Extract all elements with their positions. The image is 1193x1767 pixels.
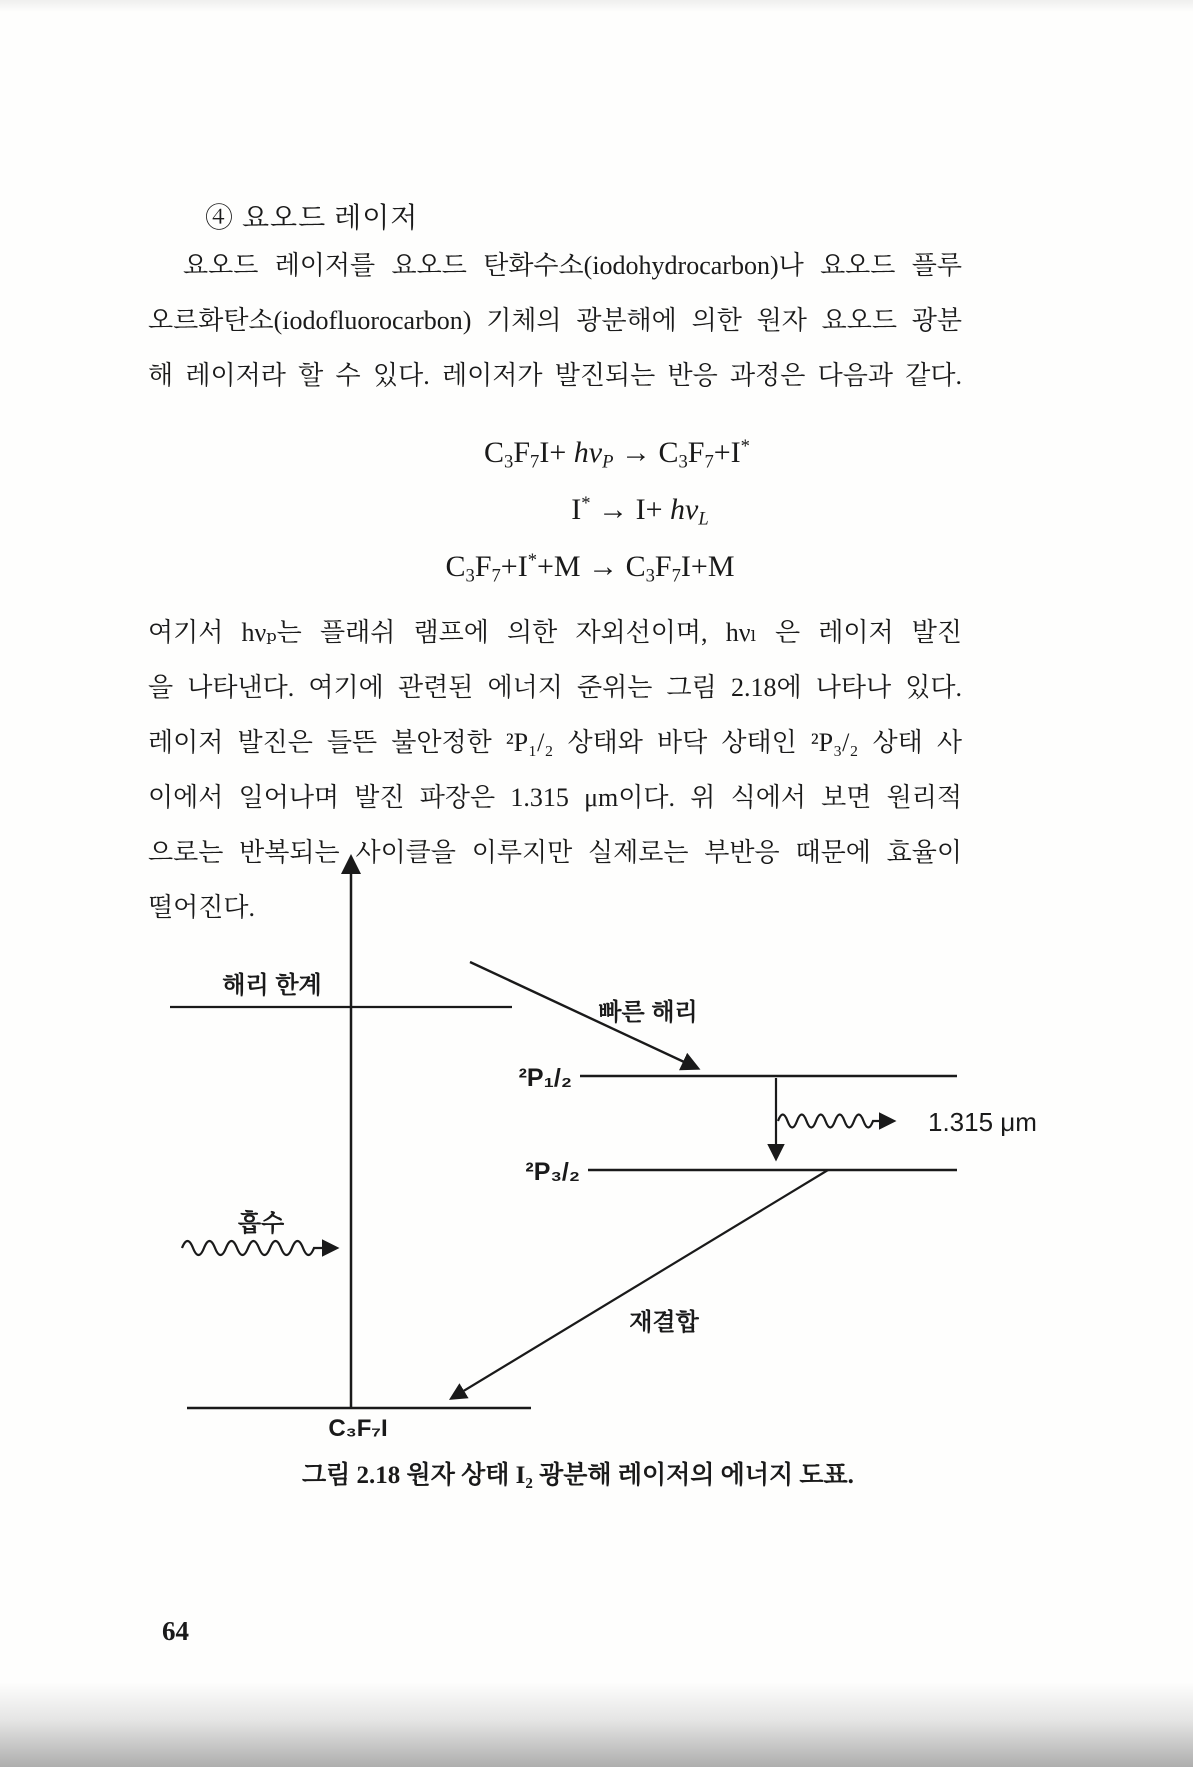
fast-dissociation-label: 빠른 해리 bbox=[598, 999, 698, 1026]
body-line: 오르화탄소(iodofluorocarbon) 기체의 광분해에 의한 원자 요오드 광분 bbox=[148, 306, 962, 335]
page-number: 64 bbox=[162, 1616, 189, 1646]
body-line: 해 레이저라 할 수 있다. 레이저가 발진되는 반응 과정은 다음과 같다. bbox=[148, 361, 962, 390]
equation-pump: $C_3F_7I+ h\nu_P \to C_3F_7+I^*$ bbox=[484, 436, 750, 473]
recombination-label: 재결합 bbox=[629, 1309, 699, 1336]
equation-lasing: $I^* \to I+ h\nu_L$ bbox=[571, 493, 709, 530]
section-heading: ④ 요오드 레이저 bbox=[205, 203, 419, 234]
wavelength-label: 1.315 μm bbox=[928, 1107, 1037, 1137]
scan-shadow-bottom bbox=[0, 1682, 1193, 1767]
p12-level-label: ²P₁/₂ bbox=[518, 1064, 572, 1092]
body-line: 떨어진다. bbox=[148, 893, 255, 922]
absorption-photon-wave bbox=[182, 1241, 336, 1255]
figure-caption: 그림 2.18 원자 상태 I₂ 광분해 레이저의 에너지 도표. bbox=[302, 1462, 854, 1489]
body-line: 레이저 발진은 들뜬 불안정한 ²P₁/₂ 상태와 바닥 상태인 ²P₃/₂ 상태 사 bbox=[148, 728, 962, 757]
p32-level-label: ²P₃/₂ bbox=[525, 1158, 580, 1186]
dissociation-limit-label: 해리 한계 bbox=[222, 972, 322, 999]
emission-photon-wave bbox=[778, 1115, 893, 1128]
absorption-label: 흡수 bbox=[237, 1210, 285, 1237]
ground-level-label: C₃F₇I bbox=[328, 1415, 388, 1442]
body-line: 여기서 hνₚ는 플래쉬 램프에 의한 자외선이며, hνₗ 은 레이저 발진 bbox=[148, 618, 962, 647]
body-line: 이에서 일어나며 발진 파장은 1.315 μm이다. 위 식에서 보면 원리적 bbox=[148, 783, 962, 812]
body-line: 요오드 레이저를 요오드 탄화수소(iodohydrocarbon)나 요오드 플루 bbox=[183, 251, 962, 280]
body-line: 으로는 반복되는 사이클을 이루지만 실제로는 부반응 때문에 효율이 bbox=[148, 838, 962, 867]
recombination-arrow bbox=[452, 1170, 828, 1398]
body-line: 을 나타낸다. 여기에 관련된 에너지 준위는 그림 2.18에 나타나 있다. bbox=[148, 673, 962, 702]
scan-shadow-top bbox=[0, 0, 1193, 12]
equation-recombination: $C_3F_7+I^*+M \to C_3F_7I+M$ bbox=[445, 550, 735, 587]
